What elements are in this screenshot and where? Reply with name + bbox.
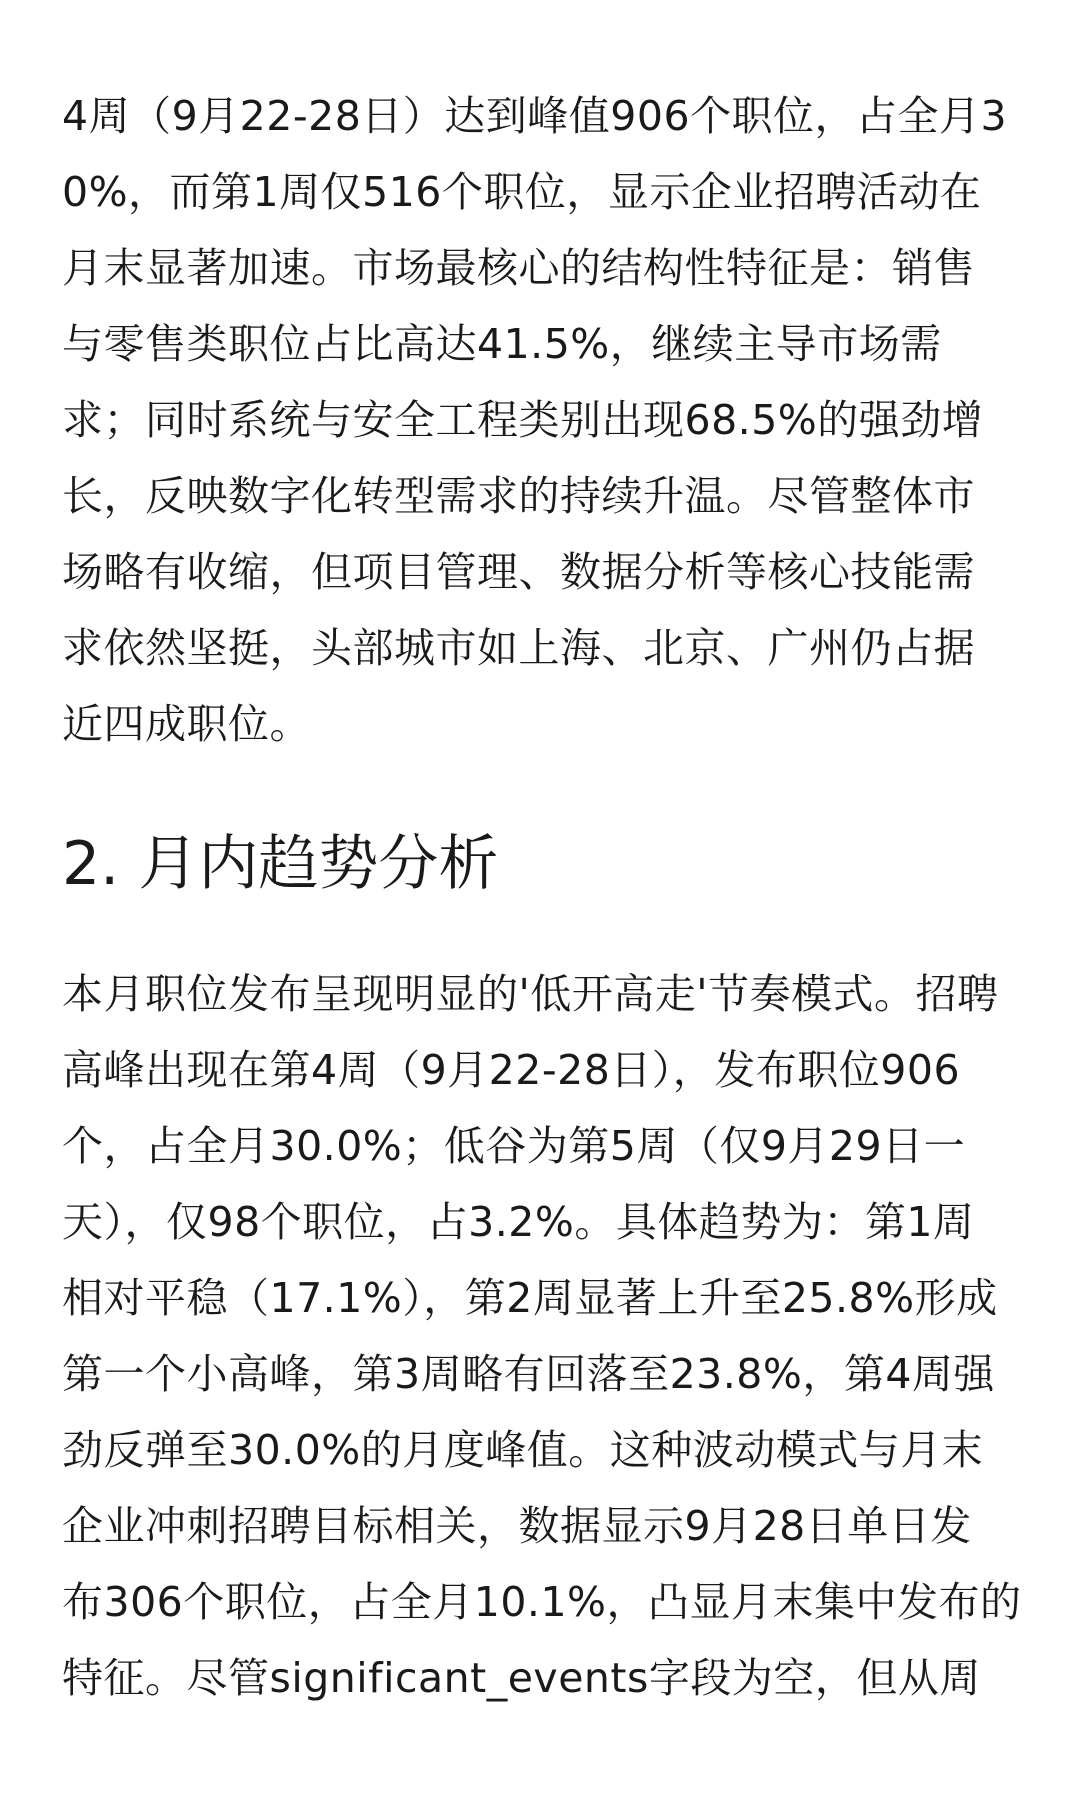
section-heading: 2. 月内趋势分析	[62, 829, 499, 899]
paragraph-line: 0%，而第1周仅516个职位，显示企业招聘活动在	[62, 168, 982, 216]
paragraph-line: 长，反映数字化转型需求的持续升温。尽管整体市	[62, 472, 975, 520]
paragraph-line: 与零售类职位占比高达41.5%，继续主导市场需	[62, 320, 942, 368]
paragraph-line: 天），仅98个职位，占3.2%。具体趋势为：第1周	[62, 1198, 975, 1246]
paragraph-line: 4周（9月22-28日）达到峰值906个职位，占全月3	[62, 92, 1008, 140]
paragraph-line: 企业冲刺招聘目标相关，数据显示9月28日单日发	[62, 1502, 972, 1550]
trend-paragraph	[62, 956, 1022, 1716]
paragraph-line: 相对平稳（17.1%），第2周显著上升至25.8%形成	[62, 1274, 998, 1322]
paragraph-line: 第一个小高峰，第3周略有回落至23.8%，第4周强	[62, 1350, 995, 1398]
paragraph-line: 高峰出现在第4周（9月22-28日），发布职位906	[62, 1046, 961, 1094]
paragraph-line: 场略有收缩，但项目管理、数据分析等核心技能需	[62, 548, 975, 596]
paragraph-line: 劲反弹至30.0%的月度峰值。这种波动模式与月末	[62, 1426, 984, 1474]
paragraph-line: 特征。尽管significant_events字段为空，但从周	[62, 1654, 981, 1702]
paragraph-line: 本月职位发布呈现明显的'低开高走'节奏模式。招聘	[62, 970, 999, 1018]
article-body	[62, 78, 1022, 1716]
intro-paragraph	[62, 78, 1022, 762]
paragraph-line: 近四成职位。	[62, 700, 311, 748]
paragraph-line: 个，占全月30.0%；低谷为第5周（仅9月29日一	[62, 1122, 966, 1170]
paragraph-line: 月末显著加速。市场最核心的结构性特征是：销售	[62, 244, 975, 292]
paragraph-line: 求；同时系统与安全工程类别出现68.5%的强劲增	[62, 396, 984, 444]
paragraph-line: 布306个职位，占全月10.1%，凸显月末集中发布的	[62, 1578, 1022, 1626]
paragraph-line: 求依然坚挺，头部城市如上海、北京、广州仍占据	[62, 624, 975, 672]
